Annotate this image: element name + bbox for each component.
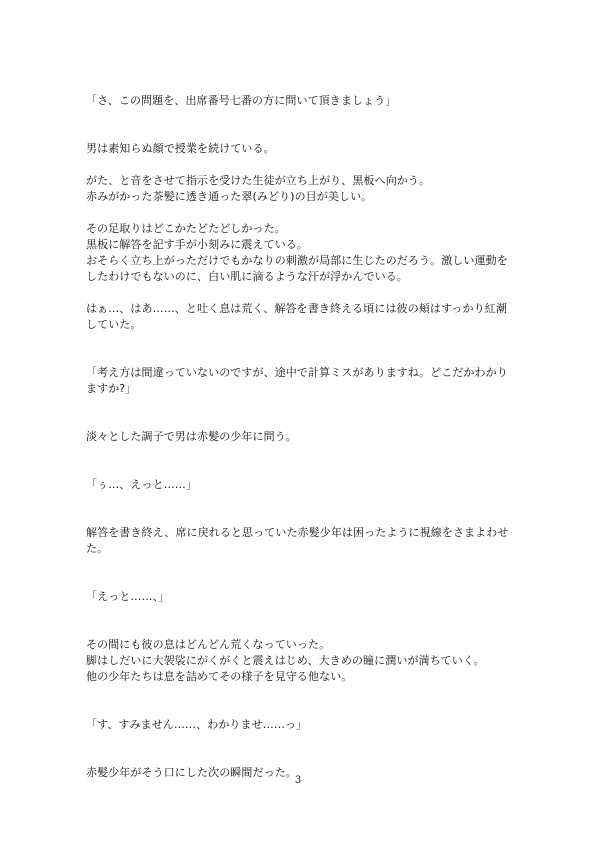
paragraph: 淡々とした調子で男は赤髪の少年に問う。 <box>86 430 297 443</box>
paragraph-dialogue: 「えっと……、」 <box>86 590 170 603</box>
paragraph: 赤みがかった茶髪に透き通った翠(みどり)の目が美しい。 <box>86 190 373 203</box>
paragraph-dialogue: 「考え方は間違っていないのですが、途中で計算ミスがありますね。どこだかわかりますか?」 <box>86 366 508 395</box>
paragraph: 男は素知らぬ顔で授業を続けている。 <box>86 142 275 155</box>
paragraph: 他の少年たちは息を詰めてその様子を見守る他ない。 <box>86 670 353 683</box>
paragraph: はぁ…、はあ……、と吐く息は荒く、解答を書き終える頃には彼の頬はすっかり紅潮していた。 <box>86 302 507 331</box>
paragraph: 解答を書き終え、席に戻れると思っていた赤髪少年は困ったように視線をさまよわせた。 <box>86 526 509 555</box>
paragraph-dialogue: 「ぅ…、えっと……」 <box>86 478 197 491</box>
paragraph-dialogue: 「す、すみません……、わかりませ……っ」 <box>86 718 308 731</box>
paragraph: がた、と音をさせて指示を受けた生徒が立ち上がり、黒板へ向かう。 <box>86 174 431 187</box>
body-text <box>86 93 518 781</box>
paragraph: 黒板に解答を記す手が小刻みに震えている。 <box>86 238 308 251</box>
paragraph: その足取りはどこかたどたどしかった。 <box>86 222 286 235</box>
paragraph: おそらく立ち上がっただけでもかなりの刺激が局部に生じたのだろう。激しい運動をしたわけでもないのに、白い肌に滴るような汗が浮かんでいる。 <box>86 254 508 283</box>
paragraph: 赤髪少年がそう口にした次の瞬間だった。 <box>86 766 297 779</box>
paragraph-dialogue: 「さ、この問題を、出席番号七番の方に問いて頂きましょう」 <box>86 94 397 107</box>
paragraph: 脚はしだいに大袈裟にがくがくと震えはじめ、大きめの瞳に潤いが満ちていく。 <box>86 654 485 667</box>
page-number: 3 <box>294 775 302 786</box>
paragraph: その間にも彼の息はどんどん荒くなっていった。 <box>86 638 331 651</box>
